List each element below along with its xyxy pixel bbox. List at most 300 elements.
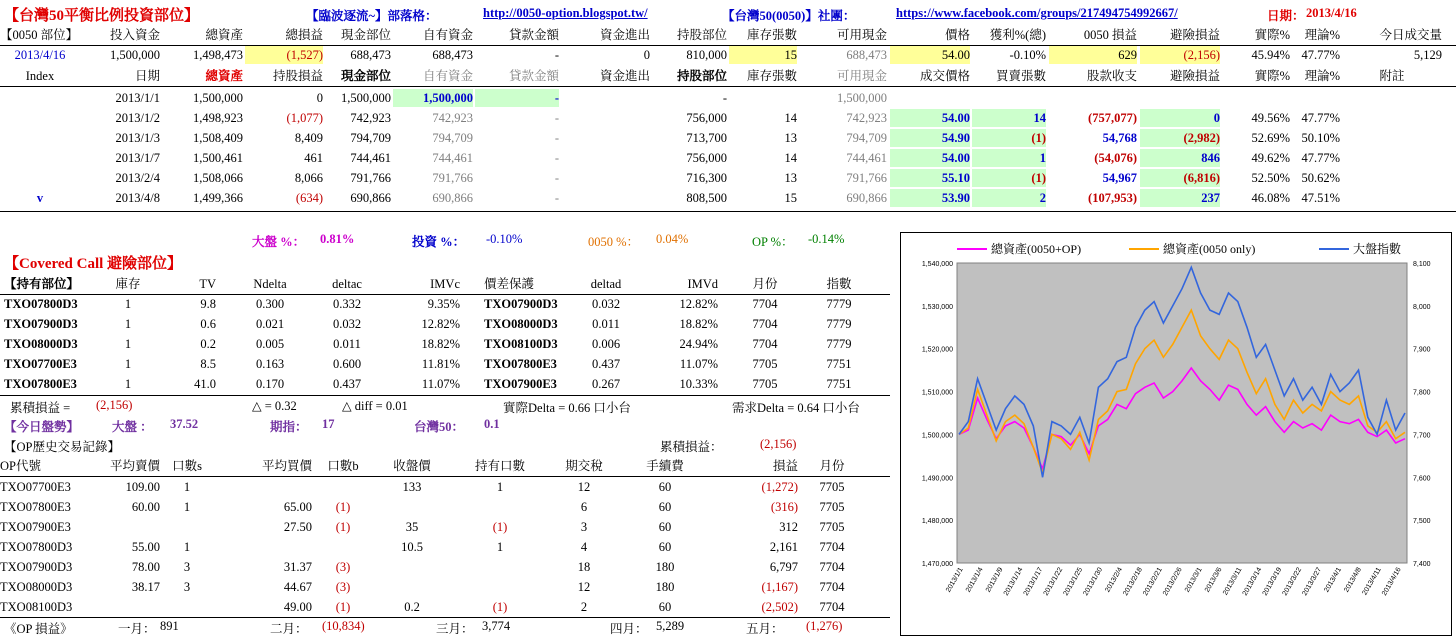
op-may-value: (1,276) <box>806 619 843 633</box>
cc-cell: 7704 <box>752 337 778 351</box>
history-cell: 1 <box>972 149 1046 167</box>
op-cell: 1 <box>496 540 504 554</box>
x-tick: 2013/4/16 <box>1381 566 1403 597</box>
history-cell: 2 <box>972 189 1046 207</box>
cc-cell: 11.07% <box>679 357 718 371</box>
history-cell: 50.10% <box>1301 131 1340 145</box>
history-cell: 2013/1/3 <box>115 131 160 145</box>
op-cell: (1,272) <box>761 480 798 494</box>
summary-header: 今日成交量 <box>1379 28 1442 42</box>
op-mar-label: 三月： <box>436 622 474 636</box>
today-label: 【今日盤勢】 <box>4 420 80 434</box>
history-cell: (1) <box>972 129 1046 147</box>
history-cell: 1,500,000 <box>393 89 473 107</box>
summary-header: 獲利%(總) <box>989 28 1046 42</box>
op-cell: (316) <box>770 500 798 514</box>
summary-value: 5,129 <box>1413 48 1442 62</box>
op-cell: 1 <box>183 540 191 554</box>
history-header: 持股損益 <box>272 69 323 83</box>
cc-cell: 7779 <box>826 337 852 351</box>
op-feb-value: (10,834) <box>322 619 365 633</box>
history-cell: - <box>475 89 559 107</box>
cc-header: IMVd <box>687 277 718 291</box>
summary-header: 持股部位 <box>676 28 727 42</box>
blog-label: 【臨波逐流~】部落格： <box>306 9 438 23</box>
history-cell: 55.10 <box>890 169 970 187</box>
op-cell: 12 <box>577 480 591 494</box>
op-cell: TXO07900D3 <box>0 560 73 574</box>
history-cell: 744,461 <box>432 151 473 165</box>
summary-header: 庫存張數 <box>746 28 797 42</box>
blog-link[interactable]: http://0050-option.blogspot.tw/ <box>483 6 648 20</box>
history-cell: 2013/1/7 <box>115 151 160 165</box>
summary-value: 54.00 <box>890 46 970 64</box>
cc-cell: 18.82% <box>679 317 718 331</box>
op-cell: 18 <box>577 560 591 574</box>
op-cell: (1,167) <box>761 580 798 594</box>
x-tick: 2013/1/17 <box>1022 566 1045 597</box>
history-cell: 2013/1/2 <box>115 111 160 125</box>
cc-cell: 7779 <box>826 297 852 311</box>
summary-value: (1,527) <box>245 46 323 64</box>
history-cell: (107,953) <box>1088 191 1137 205</box>
cc-cell: TXO07800E3 <box>484 357 557 371</box>
op-mar-value: 3,774 <box>482 619 511 633</box>
cc-cell: 7704 <box>752 317 778 331</box>
cc-cell: 0.437 <box>591 357 621 371</box>
covered-call-title: 【Covered Call 避險部位】 <box>4 256 183 272</box>
table-divider <box>0 476 890 477</box>
history-cell: 713,700 <box>686 131 727 145</box>
today-taiex-label: 大盤 ： <box>112 420 153 434</box>
summary-value: 810,000 <box>686 48 727 62</box>
cc-cell: 0.170 <box>255 377 285 391</box>
legend-label: 總資產(0050+OP) <box>991 242 1082 256</box>
op-header: 持有口數 <box>474 459 525 473</box>
history-cell: 54.90 <box>890 129 970 147</box>
history-cell: 14 <box>784 151 797 165</box>
table-divider <box>0 395 890 396</box>
cc-header: deltad <box>590 277 622 291</box>
table-divider <box>0 86 1456 87</box>
x-tick: 2013/2/26 <box>1162 566 1184 597</box>
x-tick: 2013/1/22 <box>1042 566 1065 597</box>
history-cell: (54,076) <box>1094 151 1137 165</box>
history-header: 成交價格 <box>919 69 970 83</box>
history-cell: 794,709 <box>350 131 391 145</box>
cc-cell: 0.6 <box>200 317 216 331</box>
op-cell: 60 <box>658 480 672 494</box>
y-right-tick: 8,000 <box>1413 303 1431 311</box>
cc-cell: TXO07800E3 <box>4 377 77 391</box>
history-cell: 791,766 <box>432 171 473 185</box>
op-cell: 49.00 <box>283 600 312 614</box>
history-cell: 49.56% <box>1251 111 1290 125</box>
cc-cell: 10.33% <box>679 377 718 391</box>
cc-cell: 0.332 <box>332 297 362 311</box>
asset-chart <box>900 232 1452 636</box>
history-cell: 756,000 <box>686 111 727 125</box>
cc-cell: 1 <box>124 377 132 391</box>
cc-cell: 7704 <box>752 297 778 311</box>
etf-pct-value: 0.04% <box>656 232 689 246</box>
cc-cell: 7751 <box>826 357 852 371</box>
op-cell: 312 <box>779 520 798 534</box>
cc-need-delta: 需求Delta = 0.64 口小台 <box>732 401 860 415</box>
summary-value: 688,473 <box>350 48 391 62</box>
history-header: 總資產 <box>205 69 243 83</box>
history-header: 現金部位 <box>340 69 391 83</box>
summary-value: 15 <box>729 46 797 64</box>
cc-cell: TXO07900D3 <box>484 297 558 311</box>
x-tick: 2013/4/1 <box>1323 566 1344 594</box>
op-cell: 35 <box>405 520 419 534</box>
op-cell: 3 <box>183 560 191 574</box>
x-tick: 2013/2/21 <box>1142 566 1164 597</box>
cc-cell: 1 <box>124 357 132 371</box>
x-tick: 2013/3/14 <box>1241 566 1264 597</box>
op-cell: 180 <box>655 560 675 574</box>
cc-cell: 7705 <box>752 357 778 371</box>
taiex-pct-value: 0.81% <box>320 232 355 246</box>
history-cell: 791,766 <box>846 171 887 185</box>
history-cell: 8,409 <box>294 131 323 145</box>
cc-cell: 18.82% <box>421 337 460 351</box>
op-cell: 10.5 <box>401 540 423 554</box>
op-cell: TXO07800D3 <box>0 540 73 554</box>
summary-value: 1,498,473 <box>193 48 243 62</box>
cc-header: deltac <box>332 277 362 291</box>
cc-cell: 0.011 <box>592 317 620 331</box>
history-cell: 794,709 <box>846 131 887 145</box>
table-divider <box>0 294 890 295</box>
x-tick: 2013/1/1 <box>945 566 965 594</box>
op-cell: (1) <box>335 500 351 514</box>
x-tick: 2013/2/18 <box>1122 566 1144 597</box>
op-monthly-label: 《OP 損益》 <box>4 622 73 636</box>
cc-header: 價差保護 <box>484 277 535 291</box>
summary-value: 45.94% <box>1251 48 1290 62</box>
history-cell: 690,866 <box>350 191 391 205</box>
op-cell: 2 <box>580 600 588 614</box>
cc-cell: 7751 <box>826 377 852 391</box>
history-cell: 808,500 <box>686 191 727 205</box>
op-cell: (3) <box>335 580 351 594</box>
history-header: 貸款金額 <box>508 69 559 83</box>
history-cell: 53.90 <box>890 189 970 207</box>
op-header: 手續費 <box>646 459 684 473</box>
cc-cell: TXO08100D3 <box>484 337 558 351</box>
history-cell: 1,500,000 <box>837 91 887 105</box>
op-cell: 12 <box>577 580 591 594</box>
cc-cell: 0.300 <box>255 297 285 311</box>
history-marker: v <box>36 191 44 205</box>
cc-cum-label: 累積損益 = <box>10 401 71 415</box>
op-cell: 60 <box>658 540 672 554</box>
cc-cell: 11.07% <box>421 377 460 391</box>
history-cell: (1,077) <box>286 111 323 125</box>
cc-cell: 7779 <box>826 317 852 331</box>
today-tw50-label: 台灣50： <box>414 420 465 434</box>
op-cell: TXO07900E3 <box>0 520 71 534</box>
history-cell: 794,709 <box>432 131 473 145</box>
cc-actual-delta: 實際Delta = 0.66 口小台 <box>503 401 631 415</box>
cc-cell: 0.032 <box>332 317 362 331</box>
op-cell: TXO07700E3 <box>0 480 71 494</box>
cc-header: TV <box>199 277 216 291</box>
date-label: 日期： <box>1267 9 1305 23</box>
y-left-tick: 1,520,000 <box>921 346 953 354</box>
x-tick: 2013/4/8 <box>1343 566 1363 594</box>
summary-value: 47.77% <box>1301 48 1340 62</box>
y-left-tick: 1,510,000 <box>921 389 953 397</box>
history-cell: 1,500,000 <box>341 91 391 105</box>
op-cell: TXO08100D3 <box>0 600 73 614</box>
op-cell: 2,161 <box>769 540 798 554</box>
history-cell: 14 <box>972 109 1046 127</box>
op-cell: 60 <box>658 500 672 514</box>
op-cell: (1) <box>492 600 508 614</box>
table-divider <box>0 211 1456 212</box>
op-header: OP代號 <box>0 459 41 473</box>
cc-cell: 1 <box>124 337 132 351</box>
cc-cell: TXO07700E3 <box>4 357 77 371</box>
op-history-title: 【OP歷史交易記錄】 <box>4 440 120 454</box>
op-cell: 31.37 <box>283 560 312 574</box>
y-right-tick: 7,500 <box>1413 518 1431 526</box>
op-cell: 60.00 <box>131 500 160 514</box>
history-cell: 1,498,923 <box>193 111 243 125</box>
history-header: 日期 <box>134 69 160 83</box>
summary-header: 可用現金 <box>836 28 887 42</box>
x-tick: 2013/1/14 <box>1002 566 1025 597</box>
history-cell: 742,923 <box>432 111 473 125</box>
summary-value: 0 <box>643 48 650 62</box>
history-cell: 13 <box>784 171 797 185</box>
today-tw50-value: 0.1 <box>484 417 500 431</box>
today-futures-label: 期指： <box>270 420 308 434</box>
history-cell: 8,066 <box>294 171 323 185</box>
cc-cell: 0.021 <box>255 317 285 331</box>
history-cell: 791,766 <box>350 171 391 185</box>
summary-header: 投入資金 <box>109 28 160 42</box>
op-cell: 1 <box>183 500 191 514</box>
history-cell: (2,982) <box>1140 129 1220 147</box>
history-header: 買賣張數 <box>995 69 1046 83</box>
op-cell: 7704 <box>819 600 845 614</box>
history-header: Index <box>25 69 55 83</box>
x-tick: 2013/3/11 <box>1222 566 1244 597</box>
history-cell: 756,000 <box>686 151 727 165</box>
table-divider <box>0 617 890 618</box>
op-cell: 3 <box>183 580 191 594</box>
taiex-pct-label: 大盤 %： <box>252 235 306 249</box>
community-link[interactable]: https://www.facebook.com/groups/217494754992667/ <box>896 6 1178 20</box>
table-divider <box>0 45 1456 46</box>
op-header: 平均賣價 <box>109 459 160 473</box>
op-cell: 7705 <box>819 500 845 514</box>
summary-value: 629 <box>1049 46 1137 64</box>
history-cell: 1,508,409 <box>193 131 243 145</box>
summary-header: 價格 <box>944 28 970 42</box>
history-cell: 690,866 <box>432 191 473 205</box>
op-header: 期交稅 <box>565 459 603 473</box>
cc-cell: 12.82% <box>679 297 718 311</box>
cc-cell: 1 <box>124 297 132 311</box>
y-left-tick: 1,490,000 <box>921 475 953 483</box>
y-left-tick: 1,480,000 <box>921 518 953 526</box>
y-left-tick: 1,500,000 <box>921 432 953 440</box>
summary-value: 2013/4/16 <box>14 48 66 62</box>
history-cell: 14 <box>784 111 797 125</box>
cc-cell: 0.006 <box>591 337 621 351</box>
history-cell: 846 <box>1140 149 1220 167</box>
op-header: 收盤價 <box>393 459 431 473</box>
y-left-tick: 1,470,000 <box>921 561 953 568</box>
op-jan-label: 一月： <box>118 622 156 636</box>
history-cell: 54,768 <box>1102 131 1137 145</box>
summary-header: 避險損益 <box>1169 28 1220 42</box>
history-cell: 54.00 <box>890 149 970 167</box>
etf-pct-label: 0050 %： <box>588 235 640 249</box>
op-header: 口數s <box>172 459 202 473</box>
cc-header: 月份 <box>752 277 778 291</box>
op-cell: 7705 <box>819 520 845 534</box>
op-cell: 1 <box>183 480 191 494</box>
history-cell: 47.51% <box>1301 191 1340 205</box>
asset-chart-svg <box>901 233 1451 635</box>
op-cell: 1 <box>496 480 504 494</box>
op-apr-value: 5,289 <box>656 619 685 633</box>
legend-label: 大盤指數 <box>1353 242 1402 256</box>
history-cell: 744,461 <box>350 151 391 165</box>
history-header: 自有資金 <box>422 69 473 83</box>
op-pct-value: -0.14% <box>808 232 845 246</box>
cc-cell: 0.267 <box>591 377 621 391</box>
cc-header: 庫存 <box>115 277 141 291</box>
history-cell: 2013/2/4 <box>115 171 160 185</box>
summary-header: 自有資金 <box>422 28 473 42</box>
history-cell: (757,077) <box>1088 111 1137 125</box>
op-header: 損益 <box>772 459 798 473</box>
community-label: 【台灣50(0050)】社團： <box>722 9 856 23</box>
x-tick: 2013/3/1 <box>1183 566 1204 594</box>
plot-area <box>957 263 1407 563</box>
cc-cell: TXO08000D3 <box>4 337 78 351</box>
history-cell: 0 <box>316 91 323 105</box>
op-cell: 38.17 <box>131 580 160 594</box>
history-cell: 1,500,461 <box>193 151 243 165</box>
history-cell: 47.77% <box>1301 151 1340 165</box>
history-cell: 54,967 <box>1102 171 1137 185</box>
op-cell: 7704 <box>819 540 845 554</box>
op-cell: 180 <box>655 580 675 594</box>
summary-value: 688,473 <box>846 48 887 62</box>
op-cell: 109.00 <box>125 480 160 494</box>
op-cell: TXO07800E3 <box>0 500 71 514</box>
history-header: 股款收支 <box>1086 69 1137 83</box>
history-cell: - <box>722 91 727 105</box>
history-cell: - <box>554 111 559 125</box>
summary-value: 688,473 <box>432 48 473 62</box>
cc-header: Ndelta <box>253 277 287 291</box>
history-cell: 2013/4/8 <box>115 191 160 205</box>
history-header: 資金進出 <box>599 69 650 83</box>
summary-header: 實際% <box>1254 28 1290 42</box>
history-header: 持股部位 <box>676 69 727 83</box>
op-feb-label: 二月： <box>270 622 308 636</box>
history-cell: 49.62% <box>1251 151 1290 165</box>
history-cell: 742,923 <box>350 111 391 125</box>
history-cell: 1,508,066 <box>193 171 243 185</box>
summary-header: 資金進出 <box>599 28 650 42</box>
op-cell: 65.00 <box>283 500 312 514</box>
history-cell: 2013/1/1 <box>115 91 160 105</box>
cc-cell: 11.81% <box>421 357 460 371</box>
op-history-cum-label: 累積損益： <box>660 440 723 454</box>
cc-delta: △ = 0.32 <box>252 399 297 413</box>
summary-value: -0.10% <box>1009 48 1046 62</box>
summary-header: 總資產 <box>205 28 243 42</box>
op-header: 口數b <box>327 459 359 473</box>
x-tick: 2013/3/19 <box>1261 566 1284 597</box>
history-cell: 15 <box>784 191 797 205</box>
x-tick: 2013/4/11 <box>1361 566 1383 597</box>
x-tick: 2013/3/27 <box>1301 566 1324 597</box>
history-cell: 46.08% <box>1251 191 1290 205</box>
op-cell: 60 <box>658 600 672 614</box>
history-cell: (634) <box>295 191 323 205</box>
history-cell: 744,461 <box>846 151 887 165</box>
summary-header: 總損益 <box>285 28 323 42</box>
history-cell: (1) <box>972 169 1046 187</box>
today-futures-value: 17 <box>322 417 335 431</box>
op-cell: 133 <box>402 480 422 494</box>
history-cell: 1,499,366 <box>193 191 243 205</box>
history-header: 附註 <box>1379 69 1405 83</box>
page-title: 【台灣50平衡比例投資部位】 <box>4 8 200 24</box>
cc-cell: 24.94% <box>679 337 718 351</box>
history-header: 實際% <box>1254 69 1290 83</box>
x-tick: 2013/1/4 <box>964 566 985 594</box>
cc-cell: 0.011 <box>333 337 361 351</box>
op-cell: 60 <box>658 520 672 534</box>
op-cell: 78.00 <box>131 560 160 574</box>
cc-cell: 0.600 <box>332 357 362 371</box>
cc-cell: TXO07900D3 <box>4 317 78 331</box>
history-header: 避險損益 <box>1169 69 1220 83</box>
summary-value: 1,500,000 <box>110 48 160 62</box>
y-right-tick: 8,100 <box>1413 261 1431 268</box>
history-cell: 1,500,000 <box>193 91 243 105</box>
op-cell: 7705 <box>819 480 845 494</box>
op-pct-label: OP %： <box>752 235 794 249</box>
history-cell: 54.00 <box>890 109 970 127</box>
summary-header: 理論% <box>1304 28 1340 42</box>
y-right-tick: 7,800 <box>1413 389 1431 397</box>
cc-cell: TXO07800D3 <box>4 297 78 311</box>
y-right-tick: 7,700 <box>1413 432 1431 440</box>
op-cell: 6 <box>580 500 588 514</box>
op-cell: 7704 <box>819 560 845 574</box>
x-tick: 2013/1/25 <box>1062 566 1085 597</box>
history-cell: 47.77% <box>1301 111 1340 125</box>
op-cell: 4 <box>580 540 588 554</box>
history-cell: 237 <box>1140 189 1220 207</box>
invest-pct-label: 投資 %： <box>412 235 466 249</box>
history-cell: 742,923 <box>846 111 887 125</box>
summary-value: (2,156) <box>1140 46 1220 64</box>
